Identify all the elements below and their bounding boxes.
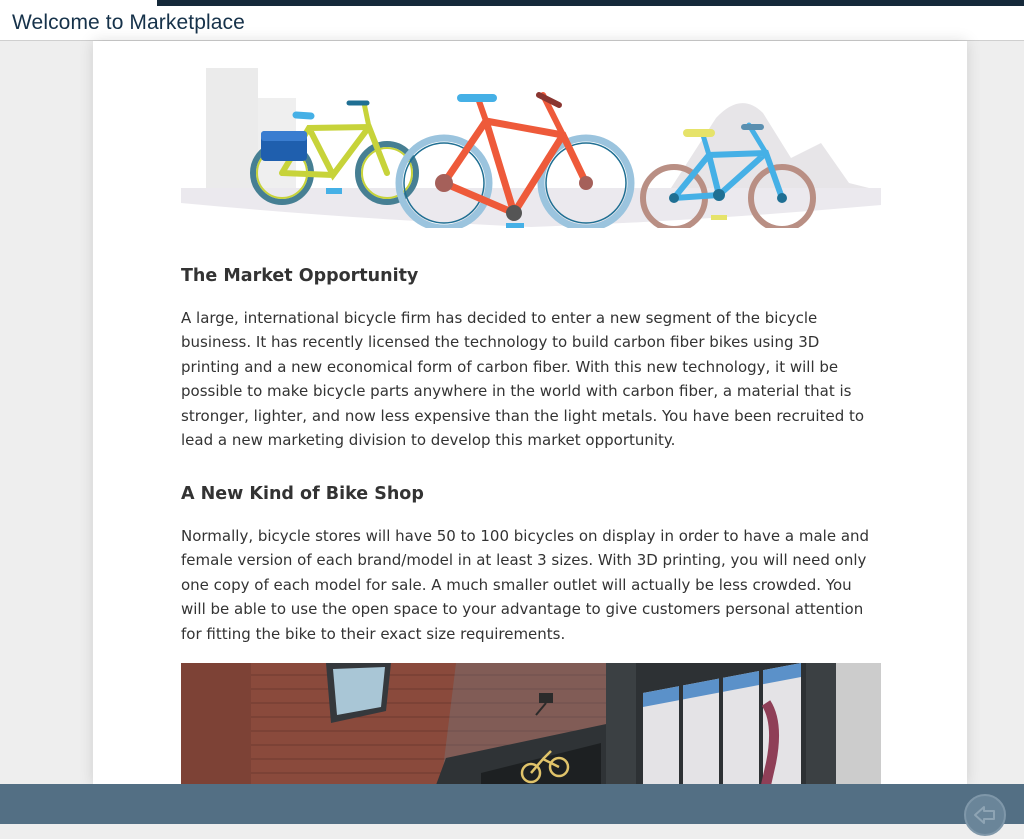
section-heading-market-opportunity: The Market Opportunity [181,266,419,286]
section-body-market-opportunity: A large, international bicycle firm has decided to enter a new segment of the bicycle business. It has recently licensed the technology to build carbon fiber bikes using 3D printing and a new economical form of carbon fiber. With this new technology, it will be possible to make bicycle parts anywhere in the world with carbon fiber, a material that is stronger, lighter, and now less expensive than the light metals. You have been recruited to lead a new marketing division to develop this market opportunity. [181,309,865,450]
footer-bar [0,784,1024,824]
section-heading-bike-shop: A New Kind of Bike Shop [181,484,424,504]
page-title: Welcome to Marketplace [12,11,245,34]
progress-bar [0,0,1024,6]
bicycles-illustration [181,63,881,228]
bike-shop-storefront-illustration [181,663,881,785]
back-arrow-icon [966,796,1004,834]
progress-fill [0,0,157,6]
content-page[interactable] [93,41,967,785]
back-button[interactable] [964,794,1006,836]
section-body-bike-shop: Normally, bicycle stores will have 50 to 100 bicycles on display in order to have a male and female version of each brand/model in at least 3 sizes. With 3D printing, you will need only one copy of each model for sale. A much smaller outlet will actually be less crowded. You will be able to use the open space to your advantage to give customers personal attention for fitting the bike to their exact size requirements. [181,527,870,643]
top-bar [0,0,1024,41]
